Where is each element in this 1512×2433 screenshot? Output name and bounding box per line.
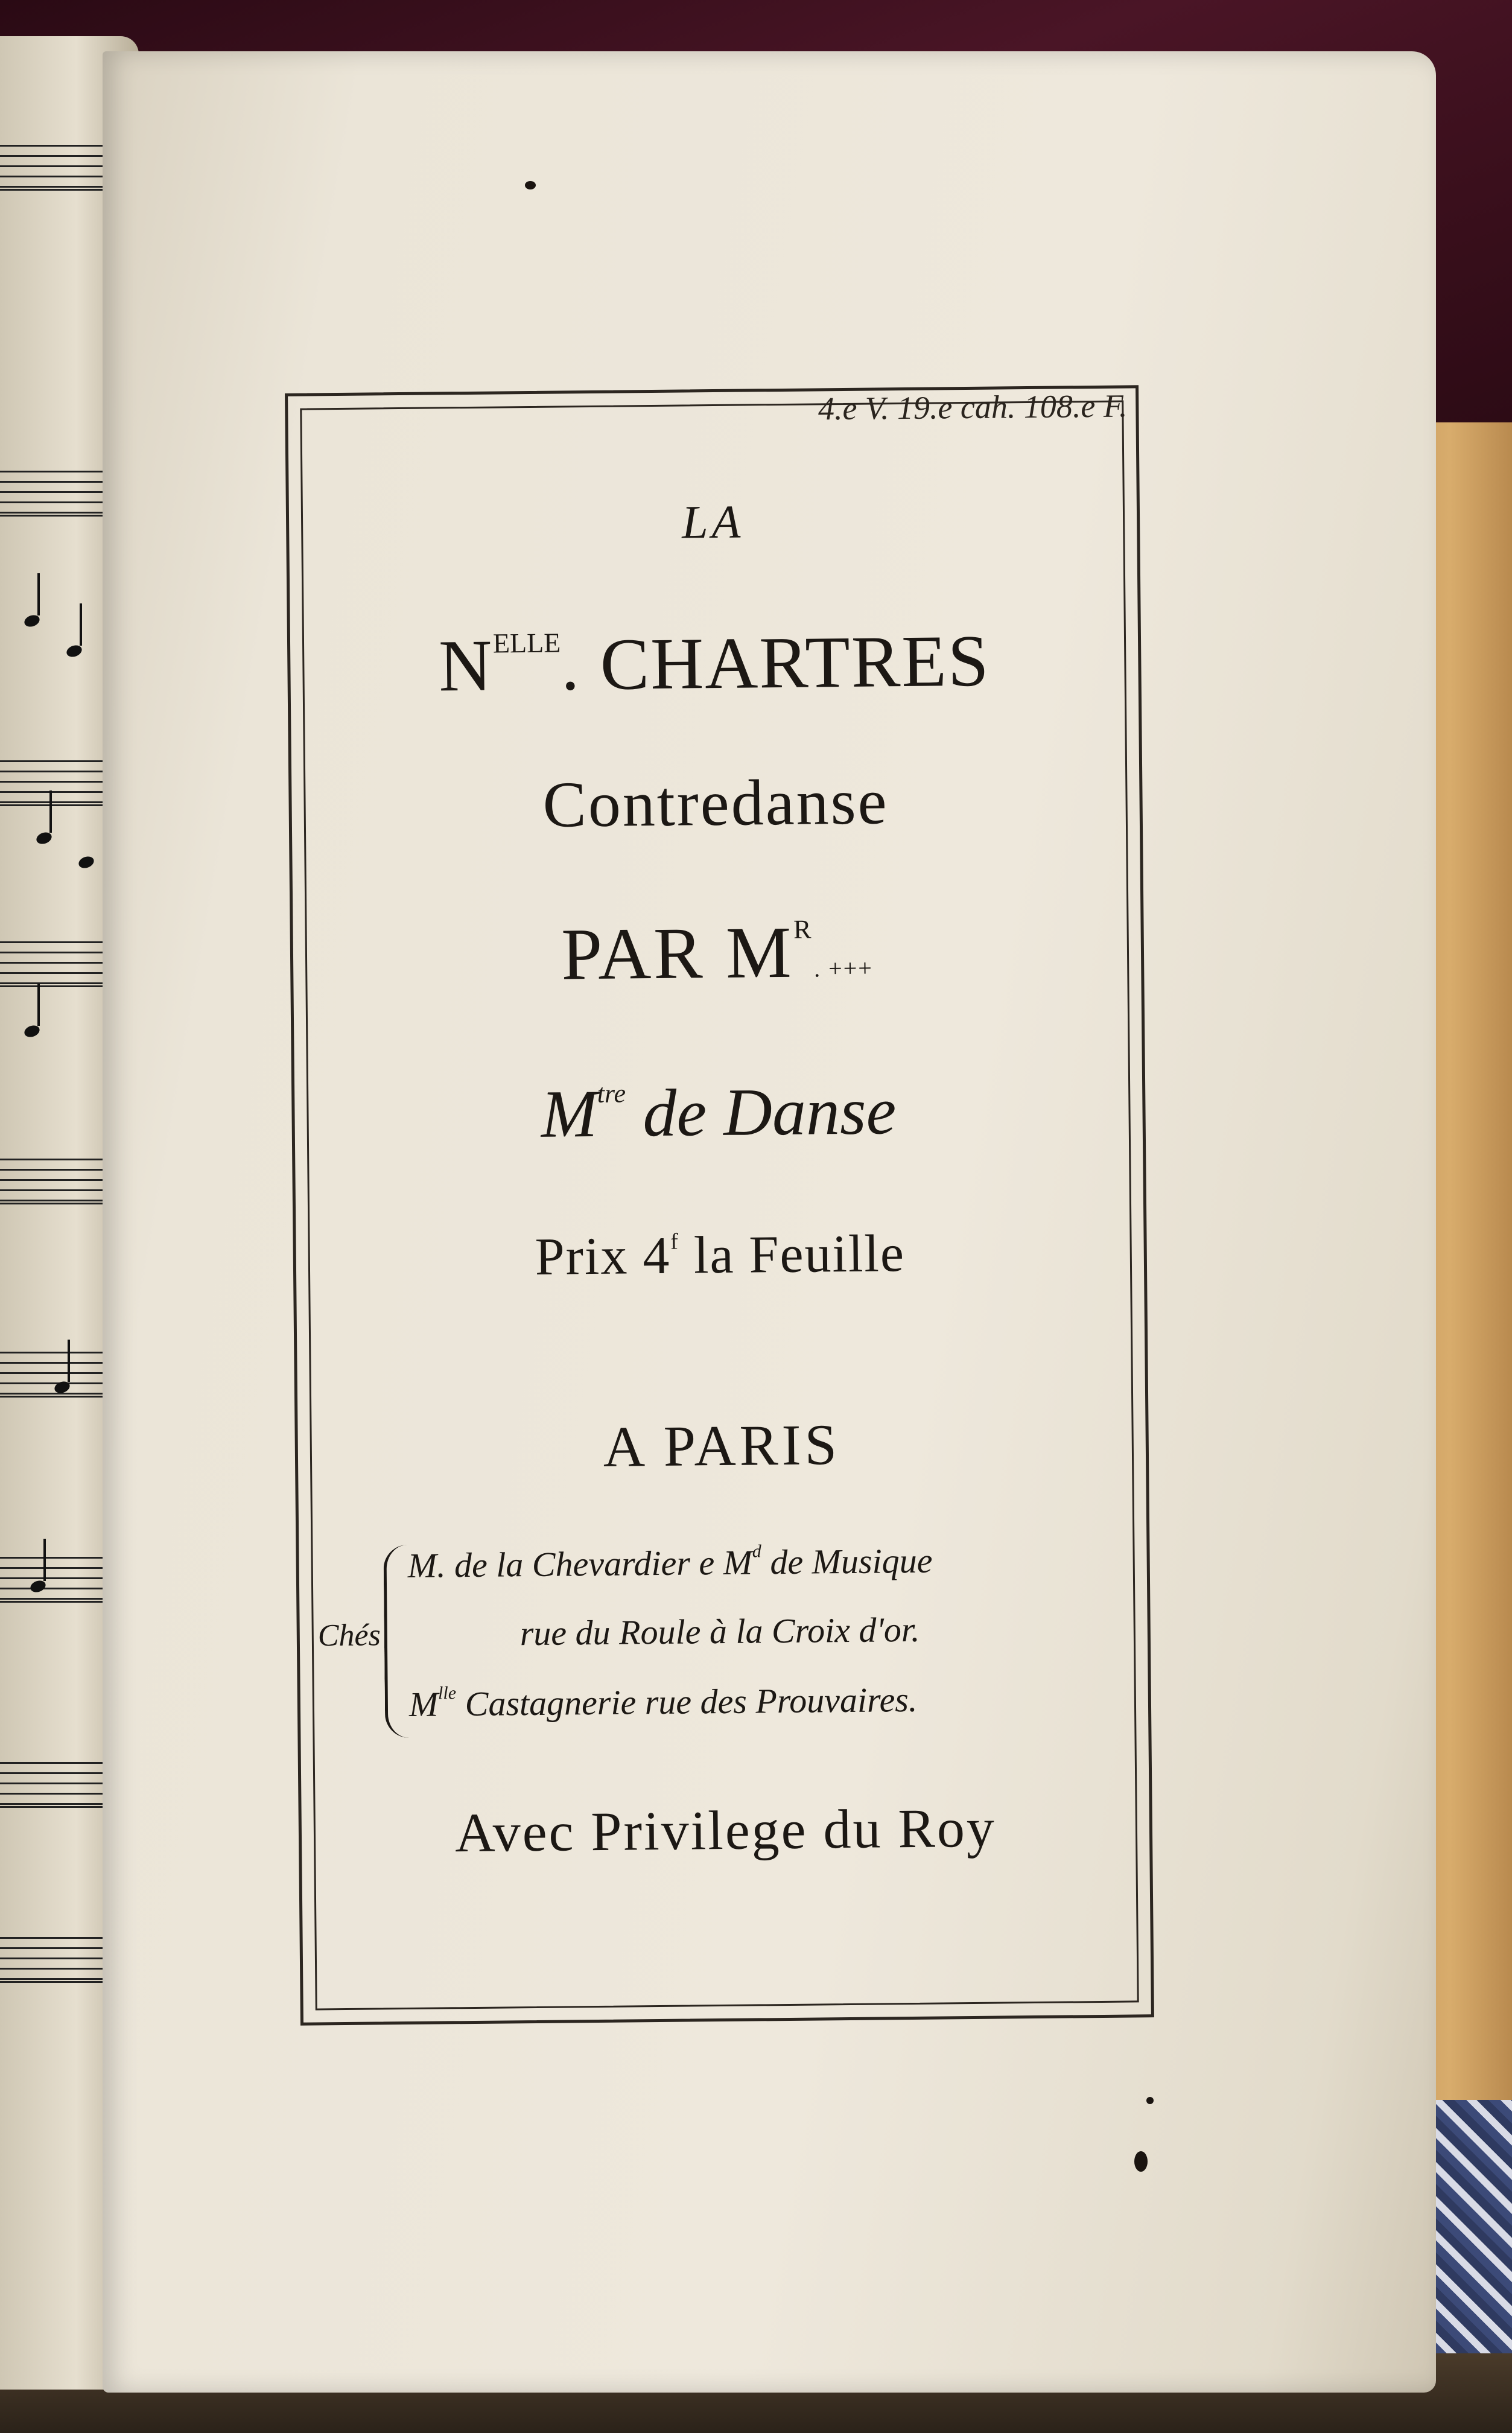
master-line [294, 1070, 1143, 1156]
music-stem [80, 603, 82, 646]
author-sup: R [793, 914, 814, 944]
engraved-frame [285, 385, 1154, 2025]
address-3-b: Castagnerie rue des Prouvaires. [456, 1679, 918, 1724]
address-3-sup: lle [437, 1683, 457, 1703]
address-line-2: rue du Roule à la Croix d'or. [519, 1609, 920, 1653]
address-1-a: M. de la Chevardier e M [407, 1542, 753, 1585]
title-prefix-sup: ELLE [492, 627, 561, 659]
music-staff [0, 1159, 109, 1204]
price-line [296, 1221, 1144, 1290]
author-prefix: PAR M [561, 911, 795, 996]
price-prefix: Prix 4 [535, 1226, 671, 1286]
address-1-b: de Musique [761, 1541, 933, 1582]
music-staff [0, 941, 109, 987]
title-prefix: N [438, 625, 494, 707]
music-staff [0, 760, 109, 806]
music-staff [0, 1762, 109, 1808]
ink-speck [1146, 2097, 1154, 2104]
master-sup: tre [597, 1078, 626, 1108]
title-main: . CHARTRES [561, 620, 991, 706]
place-line: A PARIS [603, 1412, 841, 1479]
title-line [290, 617, 1139, 710]
music-staff [0, 1352, 109, 1398]
music-stem [37, 984, 40, 1026]
music-stem [37, 573, 40, 615]
price-sup: f [670, 1229, 679, 1255]
subtitle: Contredanse [542, 766, 889, 841]
shelfmark: 4.e V. 19.e cah. 108.e F. [818, 387, 1128, 427]
ink-speck [1134, 2151, 1148, 2172]
music-staff [0, 1937, 109, 1983]
address-line-1 [407, 1540, 932, 1586]
address-3-a: M [408, 1684, 439, 1724]
title-page [103, 51, 1436, 2393]
music-note [77, 854, 96, 870]
ches-label: Chés [317, 1618, 381, 1653]
address-block [317, 1538, 1127, 1745]
privilege-line: Avec Privilege du Roy [454, 1796, 997, 1864]
author-line [293, 907, 1141, 999]
ink-speck [525, 181, 536, 189]
title-article: LA [681, 495, 745, 549]
master-prefix: M [541, 1076, 598, 1152]
music-stem [43, 1539, 46, 1581]
music-stem [49, 790, 52, 833]
music-staff [0, 1557, 109, 1603]
address-1-sup: d [752, 1541, 761, 1562]
music-staff [0, 471, 109, 517]
music-stem [68, 1340, 70, 1382]
author-marks: . +++ [813, 954, 874, 982]
music-staff [0, 145, 109, 191]
master-rest: de Danse [625, 1073, 897, 1151]
price-rest: la Feuille [679, 1224, 906, 1285]
address-line-3 [409, 1679, 918, 1725]
